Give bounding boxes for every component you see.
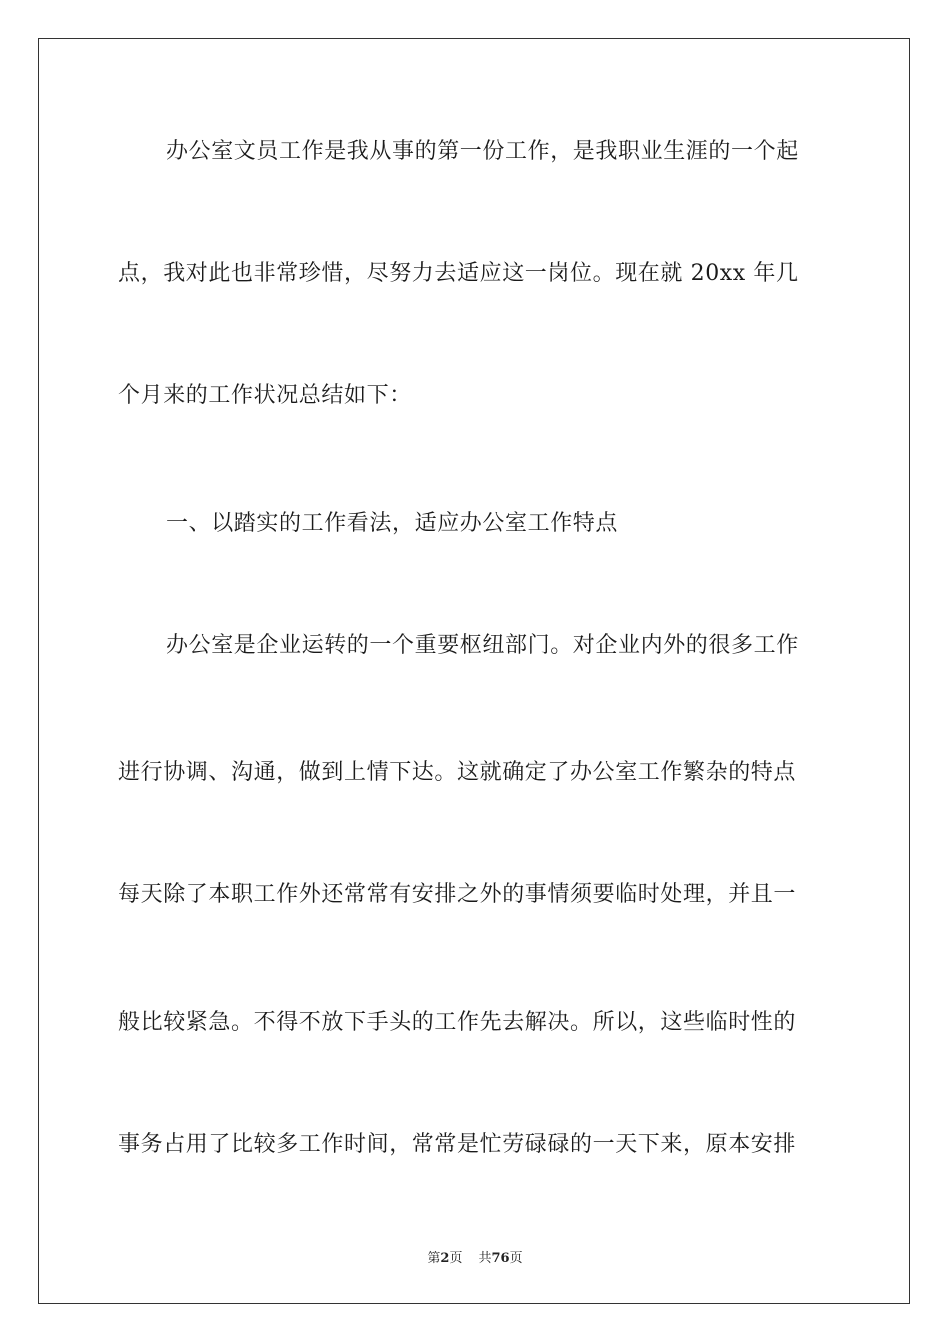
paragraph-1-line-1: 办公室文员工作是我从事的第一份工作，是我职业生涯的一个起 bbox=[166, 139, 799, 164]
paragraph-2-line-4: 般比较紧急。不得不放下手头的工作先去解决。所以，这些临时性的 bbox=[118, 1010, 797, 1035]
section-heading-1: 一、以踏实的工作看法，适应办公室工作特点 bbox=[166, 511, 619, 536]
paragraph-2-line-5: 事务占用了比较多工作时间，常常是忙劳碌碌的一天下来，原本安排 bbox=[118, 1132, 797, 1157]
paragraph-2-line-2: 进行协调、沟通，做到上情下达。这就确定了办公室工作繁杂的特点 bbox=[118, 760, 797, 785]
paragraph-2-line-3: 每天除了本职工作外还常常有安排之外的事情须要临时处理，并且一 bbox=[118, 882, 797, 907]
paragraph-1-line-2: 点，我对此也非常珍惜，尽努力去适应这一岗位。现在就 20xx 年几 bbox=[118, 261, 799, 286]
page-suffix: 页 bbox=[449, 1251, 463, 1266]
total-pages: 76 bbox=[491, 1251, 510, 1266]
paragraph-2-line-1: 办公室是企业运转的一个重要枢纽部门。对企业内外的很多工作 bbox=[166, 633, 799, 658]
page-footer bbox=[0, 1247, 950, 1266]
total-prefix: 共 bbox=[478, 1251, 492, 1266]
page-border bbox=[38, 38, 910, 1304]
total-suffix: 页 bbox=[509, 1251, 523, 1266]
paragraph-1-line-3: 个月来的工作状况总结如下： bbox=[118, 383, 412, 408]
page-number: 2 bbox=[440, 1251, 450, 1266]
page-prefix: 第 bbox=[427, 1251, 441, 1266]
